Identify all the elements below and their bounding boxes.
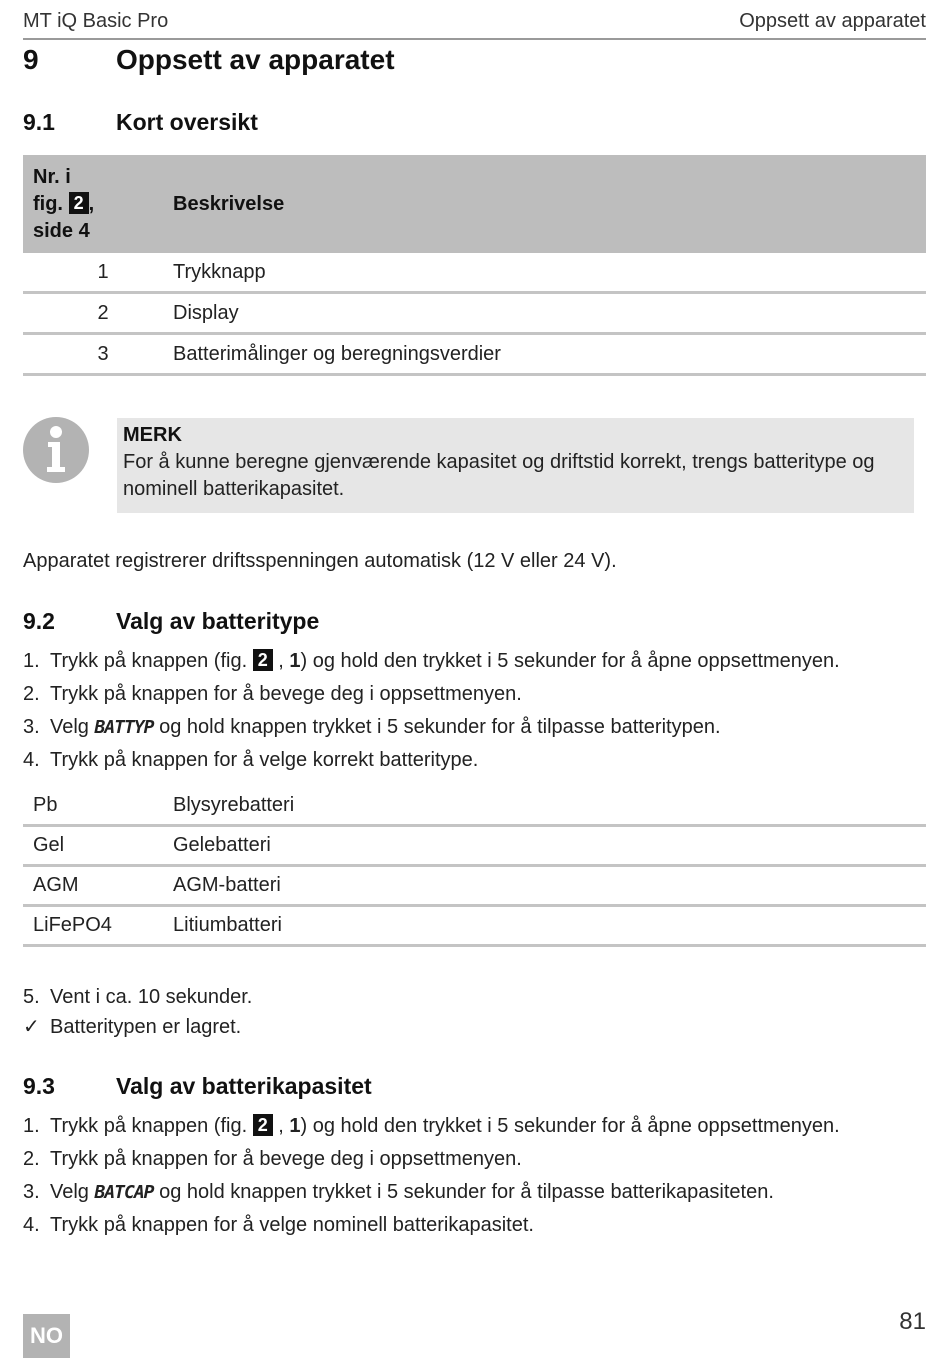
step-text: Trykk på knappen for å bevege deg i oppsettmenyen. (50, 683, 522, 705)
display-code: BATCAP (94, 1182, 154, 1203)
steps-list-battery-capacity (23, 1111, 926, 1243)
battery-description: Gelebatteri (163, 826, 926, 866)
column-header-line: Nr. i (33, 165, 71, 188)
step-number: 5. (23, 986, 40, 1008)
checkmark-icon: ✓ (23, 1016, 40, 1038)
section-number: 9.1 (23, 109, 55, 135)
battery-description: AGM-batteri (163, 866, 926, 906)
table-row (23, 787, 926, 826)
section-title: Valg av batterikapasitet (116, 1073, 372, 1099)
battery-type-table (23, 787, 926, 947)
step-number: 3. (23, 716, 40, 738)
figure-number-badge: 2 (253, 649, 273, 671)
step-number: 4. (23, 1214, 40, 1236)
table-row (23, 906, 926, 946)
list-item (23, 1111, 926, 1144)
row-number: 1 (23, 253, 163, 293)
row-description: Trykknapp (163, 253, 926, 293)
step-text: Trykk på knappen for å velge nominell batterikapasitet. (50, 1214, 534, 1236)
step-number: 4. (23, 749, 40, 771)
result-item (23, 1012, 926, 1045)
header-chapter-title: Oppsett av apparatet (739, 10, 926, 32)
item-reference: 1 (289, 1115, 301, 1137)
table-header-row (23, 155, 926, 253)
step-text: Velg (50, 716, 95, 738)
table-row (23, 826, 926, 866)
section-number: 9.2 (23, 608, 55, 634)
note-box (117, 418, 914, 513)
step-text: Trykk på knappen for å velge korrekt batteritype. (50, 749, 479, 771)
column-header-fig-prefix: fig. (33, 192, 63, 215)
display-code: BATTYP (94, 717, 154, 738)
battery-code: AGM (23, 866, 163, 906)
step-text: Vent i ca. 10 sekunder. (50, 986, 253, 1008)
battery-code: Gel (23, 826, 163, 866)
note-title: MERK (123, 424, 182, 446)
step-text: Trykk på knappen (fig. (50, 1115, 253, 1137)
step-text: ) og hold den trykket i 5 sekunder for å åpne oppsettmenyen. (300, 650, 840, 672)
step-number: 2. (23, 683, 40, 705)
chapter-heading (23, 44, 395, 76)
step-text: og hold knappen trykket i 5 sekunder for å tilpasse batterikapasiteten. (153, 1181, 774, 1203)
note-text: For å kunne beregne gjenværende kapasitet og driftstid korrekt, trengs batteritype og nominell batterikapasitet. (123, 451, 875, 500)
table-row (23, 334, 926, 375)
list-item (23, 679, 926, 712)
step-number: 2. (23, 1148, 40, 1170)
column-header-fig-suffix: , (88, 192, 95, 215)
section-number: 9.3 (23, 1073, 55, 1099)
steps-list-battery-type (23, 646, 926, 778)
step-number: 1. (23, 650, 40, 672)
step-text: , (272, 1115, 290, 1137)
column-header-number (23, 155, 163, 253)
step-number: 3. (23, 1181, 40, 1203)
list-item (23, 745, 926, 778)
table-row (23, 253, 926, 293)
row-number: 3 (23, 334, 163, 375)
step-text: ) og hold den trykket i 5 sekunder for å åpne oppsettmenyen. (300, 1115, 840, 1137)
list-item (23, 1144, 926, 1177)
page-number: 81 (899, 1308, 926, 1335)
row-number: 2 (23, 293, 163, 334)
battery-code: LiFePO4 (23, 906, 163, 946)
list-item (23, 646, 926, 679)
list-item (23, 1210, 926, 1243)
step-number: 1. (23, 1115, 40, 1137)
battery-description: Blysyrebatteri (163, 787, 926, 826)
figure-number-badge: 2 (69, 192, 89, 214)
section-title: Kort oversikt (116, 109, 258, 135)
section-heading-9-2 (23, 608, 319, 635)
steps-list-finish (23, 982, 926, 1045)
step-text: , (272, 650, 290, 672)
result-text: Batteritypen er lagret. (50, 1016, 242, 1038)
table-row (23, 866, 926, 906)
step-text: Velg (50, 1181, 95, 1203)
figure-number-badge: 2 (253, 1114, 273, 1136)
overview-table (23, 155, 926, 376)
language-badge: NO (23, 1314, 70, 1358)
column-header-description: Beskrivelse (163, 155, 926, 253)
paragraph-voltage: Apparatet registrerer driftsspenningen automatisk (12 V eller 24 V). (23, 550, 617, 572)
list-item (23, 712, 926, 745)
battery-description: Litiumbatteri (163, 906, 926, 946)
running-header (23, 8, 926, 40)
list-item (23, 982, 926, 1012)
section-title: Valg av batteritype (116, 608, 320, 634)
row-description: Display (163, 293, 926, 334)
chapter-title: Oppsett av apparatet (116, 44, 395, 75)
battery-code: Pb (23, 787, 163, 826)
step-text: Trykk på knappen for å bevege deg i oppsettmenyen. (50, 1148, 522, 1170)
row-description: Batterimålinger og beregningsverdier (163, 334, 926, 375)
info-icon (23, 417, 89, 483)
list-item (23, 1177, 926, 1210)
header-product-name: MT iQ Basic Pro (23, 10, 169, 32)
table-row (23, 293, 926, 334)
item-reference: 1 (289, 650, 301, 672)
column-header-page: side 4 (33, 219, 90, 242)
chapter-number: 9 (23, 44, 39, 75)
step-text: og hold knappen trykket i 5 sekunder for å tilpasse batteritypen. (153, 716, 721, 738)
section-heading-9-1 (23, 109, 258, 136)
step-text: Trykk på knappen (fig. (50, 650, 253, 672)
section-heading-9-3 (23, 1073, 372, 1100)
